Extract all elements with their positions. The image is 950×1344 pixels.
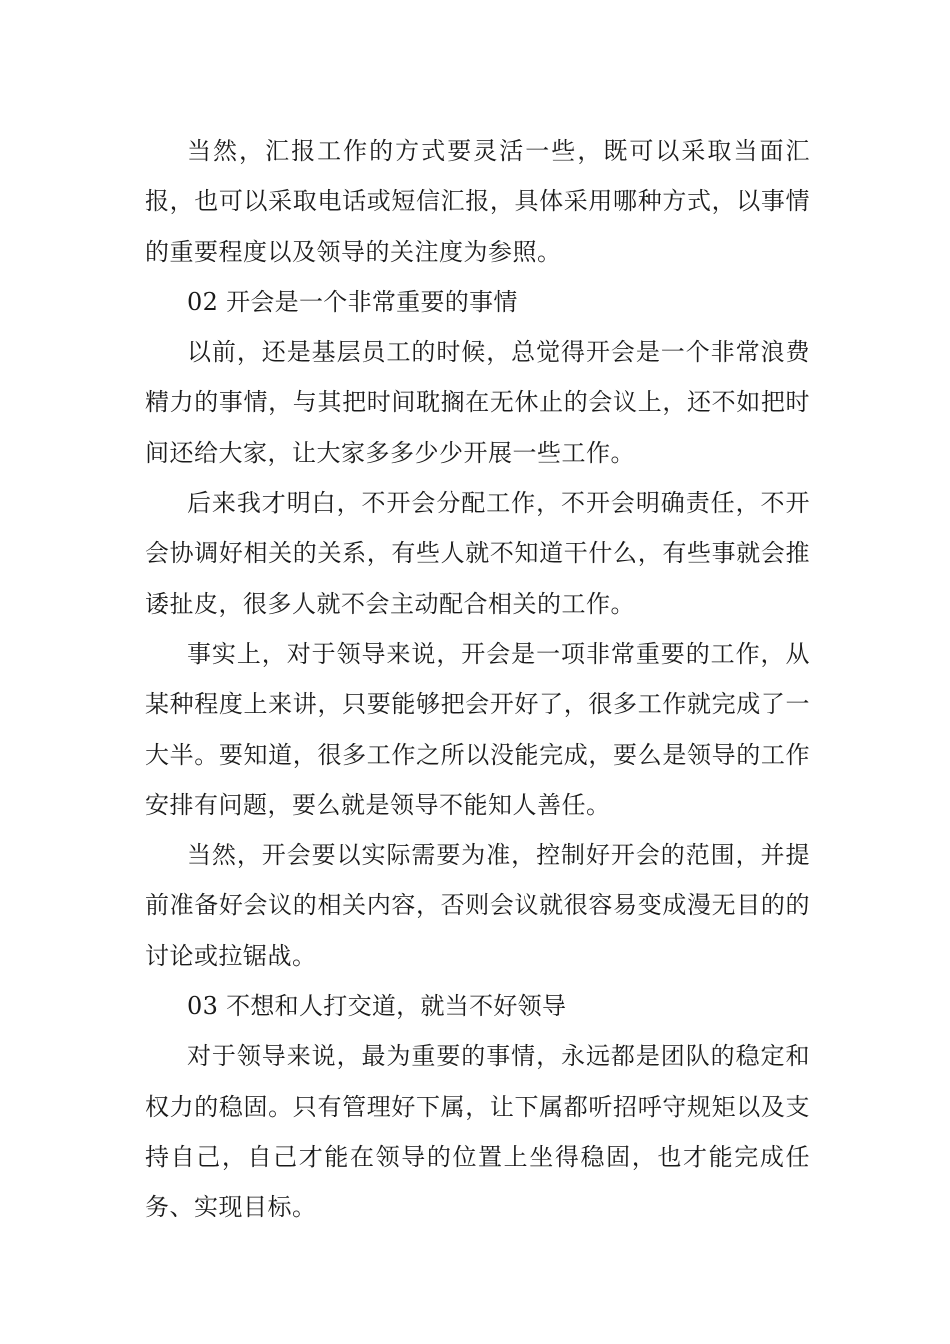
paragraph-meetings-waste: 以前，还是基层员工的时候，总觉得开会是一个非常浪费精力的事情，与其把时间耽搁在无休止的会议上，还不如把时间还给大家，让大家多多少少开展一些工作。 bbox=[145, 338, 810, 467]
paragraph-meetings-scope: 当然，开会要以实际需要为准，控制好开会的范围，并提前准备好会议的相关内容，否则会议就很容易变成漫无目的的讨论或拉锯战。 bbox=[145, 841, 810, 970]
paragraph-reporting-methods: 当然，汇报工作的方式要灵活一些，既可以采取当面汇报，也可以采取电话或短信汇报，具体采用哪种方式，以事情的重要程度以及领导的关注度为参照。 bbox=[145, 137, 810, 266]
paragraph-team-stability: 对于领导来说，最为重要的事情，永远都是团队的稳定和权力的稳固。只有管理好下属，让下属都听招呼守规矩以及支持自己，自己才能在领导的位置上坐得稳固，也才能完成任务、实现目标。 bbox=[145, 1042, 810, 1222]
section-heading-03: 03 不想和人打交道，就当不好领导 bbox=[187, 992, 567, 1021]
section-heading-02: 02 开会是一个非常重要的事情 bbox=[187, 287, 518, 316]
document-body bbox=[145, 126, 810, 1233]
paragraph-meetings-importance: 事实上，对于领导来说，开会是一项非常重要的工作，从某种程度上来讲，只要能够把会开好了，很多工作就完成了一大半。要知道，很多工作之所以没能完成，要么是领导的工作安排有问题，要么就是领导不能知人善任。 bbox=[145, 639, 810, 819]
paragraph-meetings-purpose: 后来我才明白，不开会分配工作，不开会明确责任，不开会协调好相关的关系，有些人就不知道干什么，有些事就会推诿扯皮，很多人就不会主动配合相关的工作。 bbox=[145, 489, 810, 618]
